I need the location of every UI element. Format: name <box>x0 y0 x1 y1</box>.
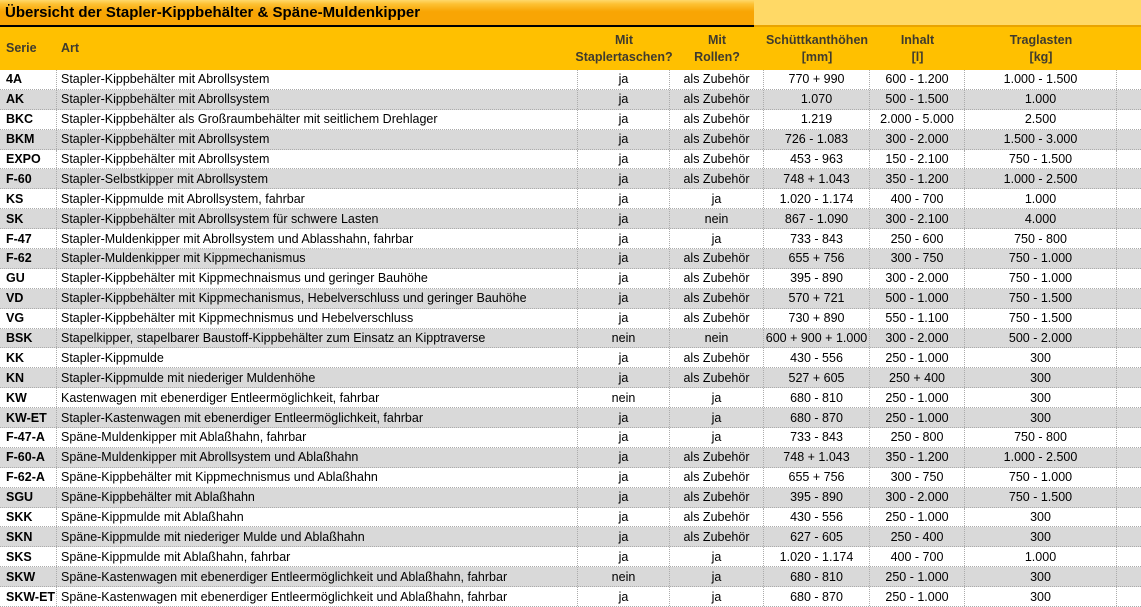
cell-staplertaschen: ja <box>578 527 670 546</box>
cell-inhalt: 300 - 2.000 <box>870 488 965 507</box>
column-header-schuettkanthoehen-line2: [mm] <box>801 49 833 64</box>
cell-art: Stapler-Kippbehälter als Großraumbehälter mit seitlichem Drehlager <box>57 110 578 129</box>
cell-serie: 4A <box>0 70 57 89</box>
cell-filler <box>1117 587 1141 606</box>
column-header-inhalt <box>870 27 965 70</box>
cell-filler <box>1117 309 1141 328</box>
table-row <box>0 209 1141 229</box>
cell-schuettkanthoehen: 1.020 - 1.174 <box>764 547 870 566</box>
cell-traglasten: 300 <box>965 348 1117 367</box>
cell-staplertaschen: ja <box>578 110 670 129</box>
cell-filler <box>1117 468 1141 487</box>
cell-staplertaschen: ja <box>578 309 670 328</box>
cell-art: Späne-Kastenwagen mit ebenerdiger Entleermöglichkeit und Ablaßhahn, fahrbar <box>57 587 578 606</box>
cell-inhalt: 250 - 400 <box>870 527 965 546</box>
cell-filler <box>1117 488 1141 507</box>
table-row <box>0 468 1141 488</box>
cell-schuettkanthoehen: 733 - 843 <box>764 428 870 447</box>
cell-rollen: als Zubehör <box>670 488 764 507</box>
cell-traglasten: 300 <box>965 388 1117 407</box>
column-header-staplertaschen <box>575 27 673 70</box>
column-header-traglasten <box>965 27 1117 70</box>
cell-serie: GU <box>0 269 57 288</box>
table-row <box>0 388 1141 408</box>
cell-filler <box>1117 408 1141 427</box>
cell-filler <box>1117 249 1141 268</box>
cell-traglasten: 1.000 <box>965 90 1117 109</box>
cell-rollen: als Zubehör <box>670 468 764 487</box>
cell-art: Stapler-Kippbehälter mit Kippmechanismus, Hebelverschluss und geringer Bauhöhe <box>57 289 578 308</box>
column-header-inhalt-line1: Inhalt <box>900 32 935 47</box>
cell-filler <box>1117 130 1141 149</box>
cell-inhalt: 250 - 1.000 <box>870 567 965 586</box>
cell-art: Späne-Muldenkipper mit Ablaßhahn, fahrbar <box>57 428 578 447</box>
cell-rollen: als Zubehör <box>670 249 764 268</box>
table-row <box>0 488 1141 508</box>
cell-staplertaschen: ja <box>578 547 670 566</box>
column-header-inhalt-line2: [l] <box>911 49 924 64</box>
cell-inhalt: 250 + 400 <box>870 368 965 387</box>
cell-rollen: ja <box>670 388 764 407</box>
cell-traglasten: 300 <box>965 587 1117 606</box>
cell-schuettkanthoehen: 453 - 963 <box>764 150 870 169</box>
table-row <box>0 508 1141 528</box>
cell-rollen: als Zubehör <box>670 527 764 546</box>
cell-serie: SK <box>0 209 57 228</box>
cell-schuettkanthoehen: 748 + 1.043 <box>764 169 870 188</box>
table-row <box>0 329 1141 349</box>
cell-filler <box>1117 547 1141 566</box>
cell-schuettkanthoehen: 748 + 1.043 <box>764 448 870 467</box>
cell-traglasten: 1.500 - 3.000 <box>965 130 1117 149</box>
title-row <box>0 0 1141 27</box>
cell-serie: SKW-ET <box>0 587 57 606</box>
cell-traglasten: 750 - 1.500 <box>965 289 1117 308</box>
cell-rollen: als Zubehör <box>670 368 764 387</box>
cell-rollen: nein <box>670 329 764 348</box>
column-header-serie <box>0 27 57 70</box>
cell-filler <box>1117 329 1141 348</box>
cell-inhalt: 350 - 1.200 <box>870 448 965 467</box>
cell-art: Stapler-Kippmulde <box>57 348 578 367</box>
cell-schuettkanthoehen: 570 + 721 <box>764 289 870 308</box>
cell-filler <box>1117 368 1141 387</box>
cell-schuettkanthoehen: 726 - 1.083 <box>764 130 870 149</box>
cell-rollen: als Zubehör <box>670 269 764 288</box>
cell-staplertaschen: ja <box>578 587 670 606</box>
cell-serie: KS <box>0 189 57 208</box>
cell-serie: F-62-A <box>0 468 57 487</box>
table-body <box>0 70 1141 607</box>
table-row <box>0 309 1141 329</box>
column-header-staplertaschen-line2: Staplertaschen? <box>575 49 673 64</box>
cell-staplertaschen: ja <box>578 348 670 367</box>
table-row <box>0 70 1141 90</box>
cell-serie: SKN <box>0 527 57 546</box>
cell-filler <box>1117 527 1141 546</box>
cell-art: Stapler-Kippbehälter mit Kippmechnismus und Hebelverschluss <box>57 309 578 328</box>
cell-rollen: ja <box>670 428 764 447</box>
cell-staplertaschen: ja <box>578 289 670 308</box>
cell-rollen: als Zubehör <box>670 90 764 109</box>
cell-serie: SKW <box>0 567 57 586</box>
cell-staplertaschen: ja <box>578 169 670 188</box>
cell-serie: KW-ET <box>0 408 57 427</box>
cell-filler <box>1117 189 1141 208</box>
cell-art: Späne-Kippmulde mit niederiger Mulde und Ablaßhahn <box>57 527 578 546</box>
cell-inhalt: 250 - 1.000 <box>870 348 965 367</box>
cell-serie: VD <box>0 289 57 308</box>
cell-art: Späne-Kippbehälter mit Ablaßhahn <box>57 488 578 507</box>
cell-inhalt: 300 - 2.100 <box>870 209 965 228</box>
cell-rollen: ja <box>670 567 764 586</box>
cell-staplertaschen: ja <box>578 468 670 487</box>
cell-traglasten: 750 - 800 <box>965 229 1117 248</box>
cell-serie: F-62 <box>0 249 57 268</box>
column-header-schuettkanthoehen <box>764 27 870 70</box>
cell-inhalt: 250 - 1.000 <box>870 388 965 407</box>
cell-rollen: ja <box>670 408 764 427</box>
cell-rollen: ja <box>670 189 764 208</box>
cell-serie: BKC <box>0 110 57 129</box>
cell-art: Stapler-Kippbehälter mit Abrollsystem <box>57 90 578 109</box>
column-header-rollen-line1: Mit <box>707 32 727 47</box>
column-header-rollen-line2: Rollen? <box>694 49 740 64</box>
cell-serie: SKS <box>0 547 57 566</box>
cell-filler <box>1117 348 1141 367</box>
cell-inhalt: 600 - 1.200 <box>870 70 965 89</box>
cell-art: Kastenwagen mit ebenerdiger Entleermöglichkeit, fahrbar <box>57 388 578 407</box>
table-row <box>0 289 1141 309</box>
cell-art: Stapler-Muldenkipper mit Abrollsystem und Ablasshahn, fahrbar <box>57 229 578 248</box>
cell-staplertaschen: ja <box>578 90 670 109</box>
cell-art: Stapler-Kippbehälter mit Abrollsystem <box>57 70 578 89</box>
cell-schuettkanthoehen: 680 - 810 <box>764 388 870 407</box>
cell-rollen: ja <box>670 547 764 566</box>
cell-inhalt: 500 - 1.000 <box>870 289 965 308</box>
cell-schuettkanthoehen: 770 + 990 <box>764 70 870 89</box>
cell-staplertaschen: ja <box>578 508 670 527</box>
table-row <box>0 90 1141 110</box>
cell-schuettkanthoehen: 680 - 810 <box>764 567 870 586</box>
table-row <box>0 110 1141 130</box>
cell-rollen: als Zubehör <box>670 348 764 367</box>
cell-filler <box>1117 508 1141 527</box>
cell-staplertaschen: ja <box>578 209 670 228</box>
cell-rollen: als Zubehör <box>670 110 764 129</box>
cell-traglasten: 1.000 - 2.500 <box>965 448 1117 467</box>
cell-staplertaschen: ja <box>578 249 670 268</box>
cell-serie: F-60-A <box>0 448 57 467</box>
cell-traglasten: 1.000 <box>965 189 1117 208</box>
cell-traglasten: 750 - 1.000 <box>965 269 1117 288</box>
cell-serie: BSK <box>0 329 57 348</box>
cell-serie: KW <box>0 388 57 407</box>
column-header-art <box>57 27 578 70</box>
cell-staplertaschen: ja <box>578 189 670 208</box>
cell-inhalt: 400 - 700 <box>870 189 965 208</box>
cell-staplertaschen: ja <box>578 269 670 288</box>
cell-traglasten: 300 <box>965 527 1117 546</box>
cell-traglasten: 750 - 1.000 <box>965 468 1117 487</box>
cell-schuettkanthoehen: 680 - 870 <box>764 408 870 427</box>
cell-rollen: als Zubehör <box>670 70 764 89</box>
column-header-staplertaschen-line1: Mit <box>614 32 634 47</box>
cell-schuettkanthoehen: 655 + 756 <box>764 249 870 268</box>
cell-staplertaschen: nein <box>578 567 670 586</box>
cell-traglasten: 750 - 800 <box>965 428 1117 447</box>
cell-rollen: als Zubehör <box>670 508 764 527</box>
cell-inhalt: 250 - 1.000 <box>870 587 965 606</box>
table-row <box>0 587 1141 607</box>
cell-schuettkanthoehen: 627 - 605 <box>764 527 870 546</box>
cell-inhalt: 150 - 2.100 <box>870 150 965 169</box>
column-header-rollen <box>670 27 764 70</box>
cell-rollen: als Zubehör <box>670 448 764 467</box>
cell-rollen: als Zubehör <box>670 169 764 188</box>
cell-serie: F-60 <box>0 169 57 188</box>
cell-rollen: als Zubehör <box>670 309 764 328</box>
cell-filler <box>1117 448 1141 467</box>
column-header-art-label: Art <box>61 41 80 55</box>
cell-traglasten: 300 <box>965 567 1117 586</box>
cell-schuettkanthoehen: 527 + 605 <box>764 368 870 387</box>
cell-art: Stapler-Selbstkipper mit Abrollsystem <box>57 169 578 188</box>
cell-filler <box>1117 289 1141 308</box>
cell-schuettkanthoehen: 1.070 <box>764 90 870 109</box>
column-header-traglasten-line1: Traglasten <box>1009 32 1073 47</box>
cell-staplertaschen: ja <box>578 150 670 169</box>
cell-filler <box>1117 567 1141 586</box>
cell-inhalt: 500 - 1.500 <box>870 90 965 109</box>
cell-staplertaschen: nein <box>578 329 670 348</box>
cell-schuettkanthoehen: 655 + 756 <box>764 468 870 487</box>
table-row <box>0 130 1141 150</box>
table-row <box>0 249 1141 269</box>
cell-traglasten: 750 - 1.500 <box>965 488 1117 507</box>
cell-staplertaschen: ja <box>578 368 670 387</box>
cell-inhalt: 300 - 2.000 <box>870 329 965 348</box>
cell-schuettkanthoehen: 1.219 <box>764 110 870 129</box>
cell-inhalt: 300 - 750 <box>870 468 965 487</box>
cell-art: Stapelkipper, stapelbarer Baustoff-Kippbehälter zum Einsatz an Kipptraverse <box>57 329 578 348</box>
cell-art: Stapler-Kippmulde mit Abrollsystem, fahrbar <box>57 189 578 208</box>
cell-rollen: als Zubehör <box>670 150 764 169</box>
cell-traglasten: 1.000 - 2.500 <box>965 169 1117 188</box>
cell-traglasten: 2.500 <box>965 110 1117 129</box>
cell-traglasten: 300 <box>965 368 1117 387</box>
cell-filler <box>1117 428 1141 447</box>
cell-traglasten: 750 - 1.500 <box>965 150 1117 169</box>
cell-art: Späne-Muldenkipper mit Abrollsystem und Ablaßhahn <box>57 448 578 467</box>
table-row <box>0 150 1141 170</box>
cell-staplertaschen: nein <box>578 388 670 407</box>
cell-serie: EXPO <box>0 150 57 169</box>
cell-serie: AK <box>0 90 57 109</box>
cell-staplertaschen: ja <box>578 428 670 447</box>
table-row <box>0 408 1141 428</box>
cell-filler <box>1117 169 1141 188</box>
cell-inhalt: 250 - 800 <box>870 428 965 447</box>
cell-staplertaschen: ja <box>578 130 670 149</box>
table-row <box>0 229 1141 249</box>
cell-filler <box>1117 150 1141 169</box>
cell-serie: VG <box>0 309 57 328</box>
cell-rollen: als Zubehör <box>670 289 764 308</box>
cell-art: Stapler-Muldenkipper mit Kippmechanismus <box>57 249 578 268</box>
cell-filler <box>1117 209 1141 228</box>
cell-art: Stapler-Kippbehälter mit Abrollsystem für schwere Lasten <box>57 209 578 228</box>
cell-serie: KK <box>0 348 57 367</box>
cell-art: Späne-Kippmulde mit Ablaßhahn <box>57 508 578 527</box>
table-row <box>0 368 1141 388</box>
cell-inhalt: 250 - 1.000 <box>870 508 965 527</box>
cell-art: Stapler-Kastenwagen mit ebenerdiger Entleermöglichkeit, fahrbar <box>57 408 578 427</box>
column-header-traglasten-line2: [kg] <box>1029 49 1053 64</box>
cell-inhalt: 300 - 750 <box>870 249 965 268</box>
cell-filler <box>1117 90 1141 109</box>
cell-filler <box>1117 110 1141 129</box>
cell-inhalt: 350 - 1.200 <box>870 169 965 188</box>
cell-traglasten: 300 <box>965 408 1117 427</box>
cell-serie: F-47 <box>0 229 57 248</box>
table-row <box>0 448 1141 468</box>
cell-rollen: als Zubehör <box>670 130 764 149</box>
cell-serie: BKM <box>0 130 57 149</box>
cell-art: Stapler-Kippbehälter mit Abrollsystem <box>57 130 578 149</box>
cell-filler <box>1117 388 1141 407</box>
column-header-filler <box>1117 27 1141 70</box>
table-row <box>0 428 1141 448</box>
cell-schuettkanthoehen: 600 + 900 + 1.000 <box>764 329 870 348</box>
cell-inhalt: 300 - 2.000 <box>870 269 965 288</box>
cell-staplertaschen: ja <box>578 448 670 467</box>
cell-serie: SGU <box>0 488 57 507</box>
cell-filler <box>1117 229 1141 248</box>
cell-inhalt: 250 - 600 <box>870 229 965 248</box>
cell-traglasten: 750 - 1.500 <box>965 309 1117 328</box>
cell-staplertaschen: ja <box>578 488 670 507</box>
cell-art: Späne-Kippbehälter mit Kippmechnismus und Ablaßhahn <box>57 468 578 487</box>
cell-staplertaschen: ja <box>578 70 670 89</box>
cell-art: Späne-Kastenwagen mit ebenerdiger Entleermöglichkeit und Ablaßhahn, fahrbar <box>57 567 578 586</box>
table-row <box>0 189 1141 209</box>
cell-serie: F-47-A <box>0 428 57 447</box>
cell-filler <box>1117 269 1141 288</box>
cell-traglasten: 750 - 1.000 <box>965 249 1117 268</box>
cell-serie: KN <box>0 368 57 387</box>
cell-filler <box>1117 70 1141 89</box>
page-title: Übersicht der Stapler-Kippbehälter & Späne-Muldenkipper <box>0 0 754 27</box>
cell-schuettkanthoehen: 733 - 843 <box>764 229 870 248</box>
cell-inhalt: 300 - 2.000 <box>870 130 965 149</box>
cell-inhalt: 2.000 - 5.000 <box>870 110 965 129</box>
table-row <box>0 169 1141 189</box>
table-header <box>0 27 1141 70</box>
table-row <box>0 527 1141 547</box>
table-row <box>0 348 1141 368</box>
cell-schuettkanthoehen: 430 - 556 <box>764 348 870 367</box>
cell-inhalt: 250 - 1.000 <box>870 408 965 427</box>
cell-traglasten: 4.000 <box>965 209 1117 228</box>
table-row <box>0 269 1141 289</box>
cell-schuettkanthoehen: 680 - 870 <box>764 587 870 606</box>
cell-staplertaschen: ja <box>578 229 670 248</box>
cell-staplertaschen: ja <box>578 408 670 427</box>
cell-traglasten: 300 <box>965 508 1117 527</box>
table-row <box>0 547 1141 567</box>
column-header-schuettkanthoehen-line1: Schüttkanthöhen <box>765 32 869 47</box>
column-header-serie-label: Serie <box>6 41 37 55</box>
cell-schuettkanthoehen: 395 - 890 <box>764 269 870 288</box>
cell-art: Stapler-Kippbehälter mit Kippmechnaismus und geringer Bauhöhe <box>57 269 578 288</box>
cell-inhalt: 400 - 700 <box>870 547 965 566</box>
cell-traglasten: 1.000 <box>965 547 1117 566</box>
cell-inhalt: 550 - 1.100 <box>870 309 965 328</box>
cell-schuettkanthoehen: 430 - 556 <box>764 508 870 527</box>
cell-serie: SKK <box>0 508 57 527</box>
cell-schuettkanthoehen: 1.020 - 1.174 <box>764 189 870 208</box>
title-filler <box>754 0 1141 27</box>
cell-art: Stapler-Kippmulde mit niederiger Muldenhöhe <box>57 368 578 387</box>
cell-art: Stapler-Kippbehälter mit Abrollsystem <box>57 150 578 169</box>
cell-rollen: ja <box>670 587 764 606</box>
cell-rollen: ja <box>670 229 764 248</box>
cell-rollen: nein <box>670 209 764 228</box>
cell-schuettkanthoehen: 867 - 1.090 <box>764 209 870 228</box>
cell-traglasten: 500 - 2.000 <box>965 329 1117 348</box>
cell-traglasten: 1.000 - 1.500 <box>965 70 1117 89</box>
table-row <box>0 567 1141 587</box>
cell-schuettkanthoehen: 730 + 890 <box>764 309 870 328</box>
cell-art: Späne-Kippmulde mit Ablaßhahn, fahrbar <box>57 547 578 566</box>
cell-schuettkanthoehen: 395 - 890 <box>764 488 870 507</box>
